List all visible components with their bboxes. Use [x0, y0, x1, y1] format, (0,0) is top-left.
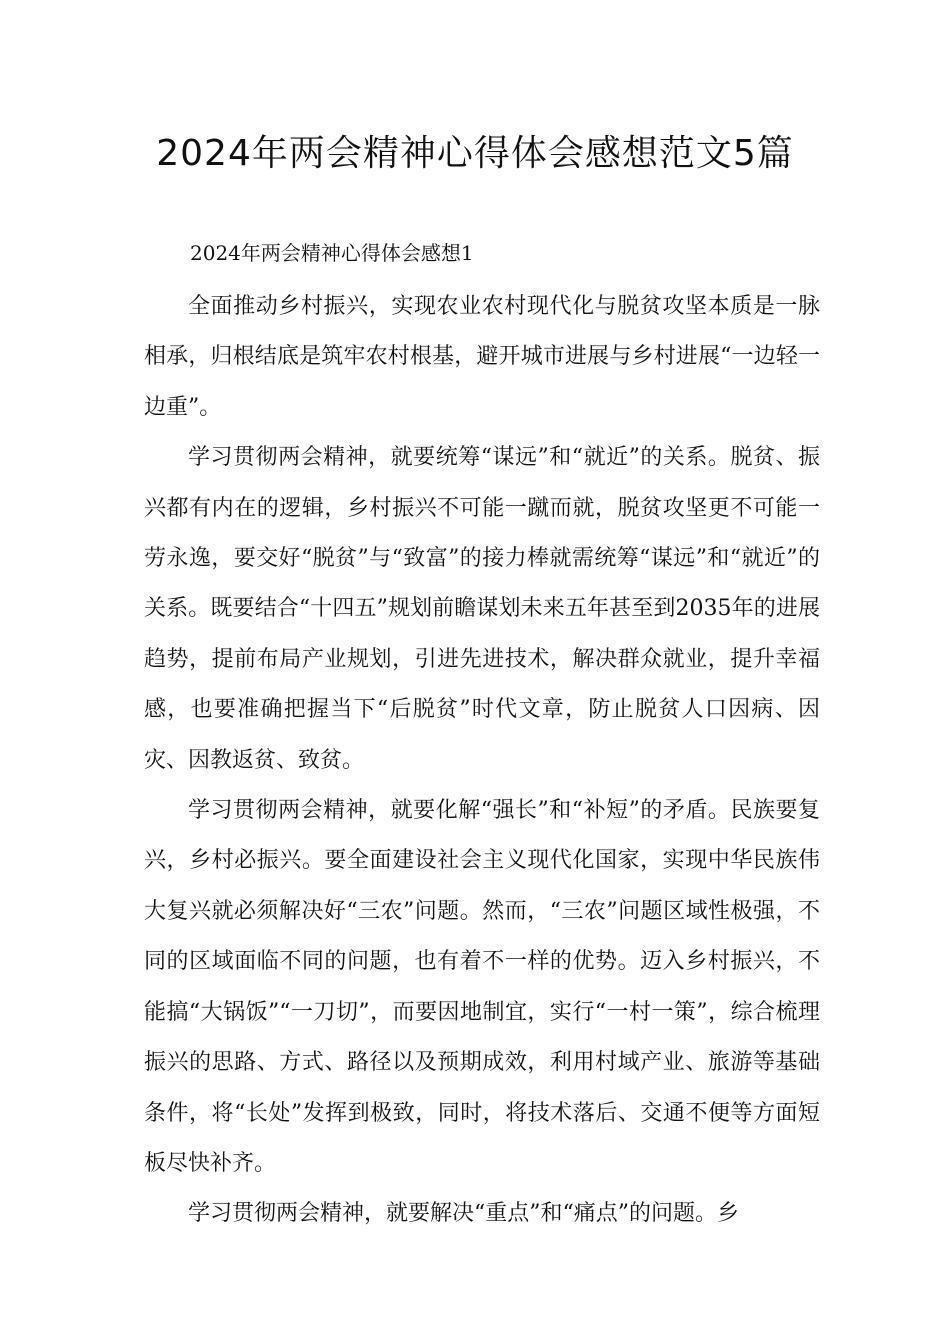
- paragraph: 学习贯彻两会精神，就要统筹“谋远”和“就近”的关系。脱贫、振兴都有内在的逻辑，乡村振兴不可能一蹴而就，脱贫攻坚更不可能一劳永逸，要交好“脱贫”与“致富”的接力棒就需统筹“谋远”和“就近”的关系。既要结合“十四五”规划前瞻谋划未来五年甚至到2035年的进展趋势，提前布局产业规划，引进先进技术，解决群众就业，提升幸福感，也要准确把握当下“后脱贫”时代文章，防止脱贫人口因病、因灾、因教返贫、致贫。: [144, 445, 820, 773]
- section-heading: 2024年两会精神心得体会感想1: [190, 241, 474, 265]
- document-body: [144, 282, 820, 1240]
- paragraph: 全面推动乡村振兴，实现农业农村现代化与脱贫攻坚本质是一脉相承，归根结底是筑牢农村根基，避开城市进展与乡村进展“一边轻一边重”。: [144, 294, 820, 420]
- paragraph: 学习贯彻两会精神，就要化解“强长”和“补短”的矛盾。民族要复兴，乡村必振兴。要全面建设社会主义现代化国家，实现中华民族伟大复兴就必须解决好“三农”问题。然而，“三农”问题区域性极强，不同的区域面临不同的问题，也有着不一样的优势。迈入乡村振兴，不能搞“大锅饭”“一刀切”，而要因地制宜，实行“一村一策”，综合梳理振兴的思路、方式、路径以及预期成效，利用村域产业、旅游等基础条件，将“长处”发挥到极致，同时，将技术落后、交通不便等方面短板尽快补齐。: [144, 798, 820, 1176]
- document-title: 2024年两会精神心得体会感想范文5篇: [156, 133, 794, 174]
- paragraph: 学习贯彻两会精神，就要解决“重点”和“痛点”的问题。乡: [188, 1201, 739, 1227]
